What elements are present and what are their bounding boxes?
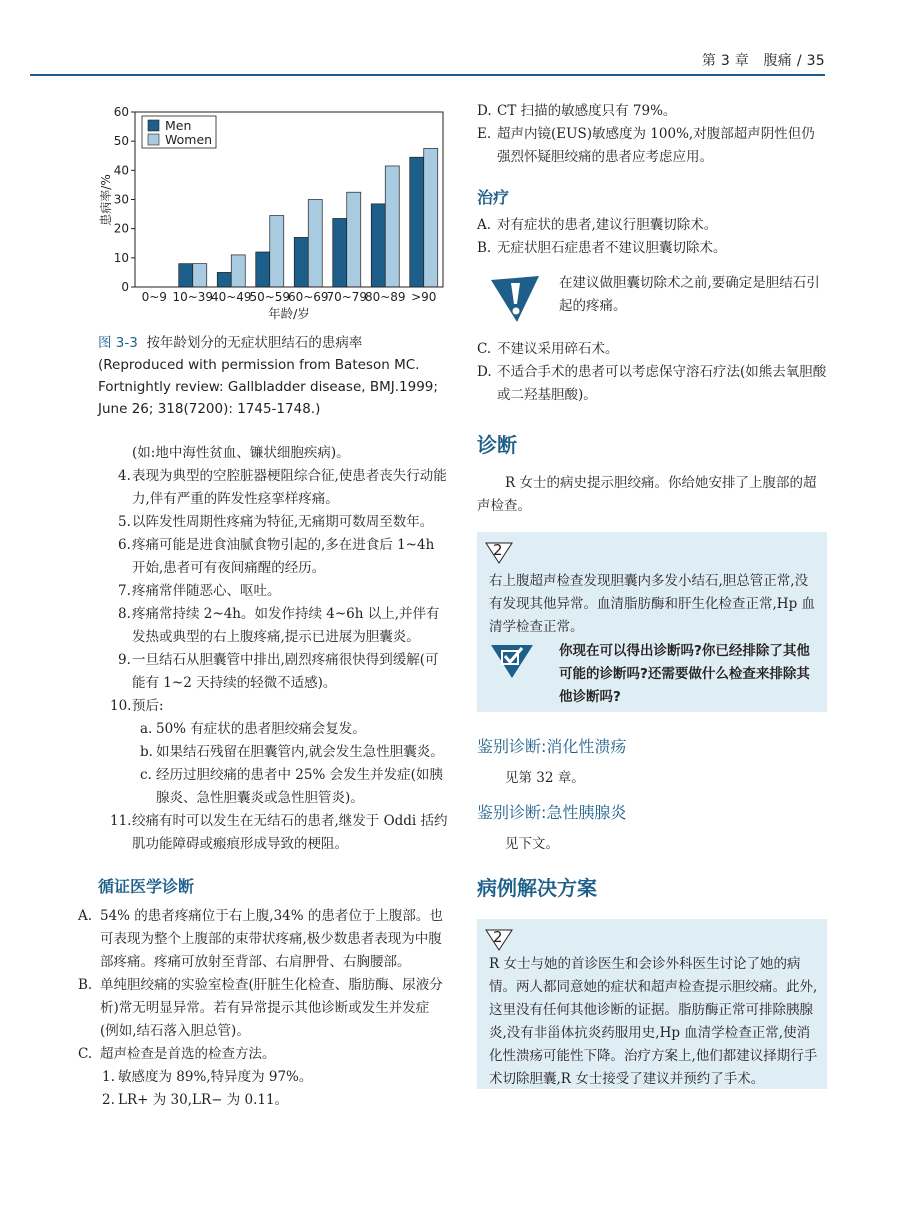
treatment-item-a — [477, 214, 827, 237]
header-text: 第 3 章 腹痛 / 35 — [701, 53, 825, 69]
x-tick-label: 80~89 — [364, 290, 406, 304]
ebm-text: 超声检查是首选的检查方法。 — [100, 1046, 276, 1062]
list-item-11 — [98, 810, 448, 856]
ebm-sub-number: 2. — [102, 1092, 115, 1108]
treatment-text: 不建议采用碎石术。 — [497, 341, 619, 357]
x-axis-label: 年龄/岁 — [268, 306, 310, 321]
bar-women-6 — [385, 166, 399, 287]
bar-women-4 — [308, 200, 322, 288]
sublist-item-b — [98, 741, 448, 764]
y-tick-label: 60 — [113, 105, 129, 119]
warning-text: 在建议做胆囊切除术之前,要确定是胆结石引起的疼痛。 — [559, 275, 820, 314]
ebm-letter: E. — [477, 126, 492, 142]
warning-callout — [477, 270, 827, 330]
list-number: 10. — [110, 698, 132, 714]
x-tick-label: 40~49 — [210, 290, 252, 304]
bar-men-3 — [256, 252, 270, 287]
sublist-item-a — [98, 718, 448, 741]
ddx-pancreatitis-heading: 鉴别诊断:急性胰腺炎 — [477, 803, 627, 822]
list-text: 疼痛可能是进食油腻食物引起的,多在进食后 1~4h 开始,患者可有夜间痛醒的经历。 — [132, 537, 435, 576]
list-number: 7. — [118, 583, 131, 599]
list-item-6 — [98, 534, 448, 580]
y-axis-label: 患病率/% — [99, 174, 113, 226]
bar-women-1 — [193, 264, 207, 287]
list-text: 绞痛有时可以发生在无结石的患者,继发于 Oddi 括约肌功能障碍或瘢痕形成导致的梗阻。 — [132, 813, 448, 852]
case-box-1-question: 你现在可以得出诊断吗?你已经排除了其他可能的诊断吗?还需要做什么检查来排除其他诊断吗? — [559, 643, 810, 705]
treatment-text: 无症状胆石症患者不建议胆囊切除术。 — [497, 240, 727, 256]
legend-swatch-women — [148, 134, 159, 145]
y-tick-label: 50 — [113, 134, 129, 149]
ebm-letter: A. — [78, 908, 93, 924]
x-tick-label: 70~79 — [326, 290, 368, 304]
y-tick-label: 10 — [113, 250, 129, 265]
list-continuation: (如:地中海性贫血、镰状细胞疾病)。 — [132, 445, 350, 461]
ebm-text: 54% 的患者疼痛位于右上腹,34% 的患者位于上腹部。也可表现为整个上腹部的束带状疼痛,极少数患者表现为中腹部疼痛。疼痛可放射至背部、右肩胛骨、右胸腰部。 — [100, 908, 443, 970]
prevalence-bar-chart — [98, 100, 448, 330]
ebm-text: 超声内镜(EUS)敏感度为 100%,对腹部超声阴性但仍强烈怀疑胆绞痛的患者应考虑应用。 — [497, 126, 815, 165]
treatment-letter: B. — [477, 240, 492, 256]
list-text: 一旦结石从胆囊管中排出,剧烈疼痛很快得到缓解(可能有 1~2 天持续的轻微不适感)。 — [132, 652, 439, 691]
list-text: 预后: — [132, 698, 164, 714]
case-number: 2 — [493, 541, 503, 559]
ebm-letter: C. — [78, 1046, 93, 1062]
ebm-sub-number: 1. — [102, 1069, 115, 1085]
bar-women-3 — [270, 216, 284, 287]
sublist-letter: c. — [140, 767, 152, 783]
running-header — [30, 50, 825, 72]
treatment-item-c — [477, 338, 827, 361]
bar-men-1 — [179, 264, 193, 287]
list-text: 疼痛常持续 2~4h。如发作持续 4~6h 以上,并伴有发热或典型的右上腹疼痛,提示已进展为胆囊炎。 — [132, 606, 440, 645]
list-number: 5. — [118, 514, 131, 530]
ebm-item-d — [477, 100, 827, 123]
list-item-8 — [98, 603, 448, 649]
list-item-9 — [98, 649, 448, 695]
bar-men-4 — [294, 237, 308, 287]
list-number: 9. — [118, 652, 131, 668]
ebm-item-a — [78, 905, 448, 974]
list-text: 以阵发性周期性疼痛为特征,无痛期可数周至数年。 — [132, 514, 434, 530]
treatment-text: 对有症状的患者,建议行胆囊切除术。 — [497, 217, 718, 233]
list-item-7 — [98, 580, 448, 603]
bar-women-2 — [231, 255, 245, 287]
diagnosis-text: R 女士的病史提示胆绞痛。你给她安排了上腹部的超声检查。 — [477, 475, 817, 514]
sublist-item-c — [98, 764, 448, 810]
ebm-sub-1 — [98, 1066, 448, 1089]
warning-icon — [487, 274, 543, 324]
ebm-text: CT 扫描的敏感度只有 79%。 — [497, 103, 677, 119]
sublist-letter: a. — [140, 721, 153, 737]
sublist-letter: b. — [140, 744, 153, 760]
list-text: 表现为典型的空腔脏器梗阻综合征,使患者丧失行动能力,伴有严重的阵发性痉挛样疼痛。 — [132, 468, 447, 507]
list-number: 11. — [110, 813, 132, 829]
ebm-letter: B. — [78, 977, 93, 993]
x-tick-label: >90 — [411, 290, 437, 304]
ddx-pancreatitis-text: 见下文。 — [505, 836, 559, 852]
bar-men-7 — [410, 157, 424, 287]
y-tick-label: 40 — [113, 163, 129, 178]
list-item-10 — [98, 695, 448, 718]
ebm-sub-2 — [98, 1089, 448, 1112]
ddx-peptic-ulcer-text: 见第 32 章。 — [505, 770, 585, 786]
bar-men-2 — [217, 272, 231, 287]
ebm-item-c — [78, 1043, 448, 1066]
y-tick-label: 0 — [121, 280, 129, 294]
treatment-letter: C. — [477, 341, 492, 357]
bar-men-5 — [333, 218, 347, 287]
case-resolution-heading: 病例解决方案 — [477, 876, 597, 900]
treatment-heading: 治疗 — [477, 188, 510, 207]
list-item-4 — [98, 465, 448, 511]
x-tick-label: 50~59 — [249, 290, 291, 304]
case-box-1 — [477, 532, 827, 712]
treatment-letter: A. — [477, 217, 492, 233]
ebm-heading: 循证医学诊断 — [98, 877, 195, 896]
bar-women-7 — [424, 148, 438, 287]
bar-men-6 — [371, 204, 385, 287]
diagnosis-heading: 诊断 — [477, 433, 517, 457]
y-tick-label: 30 — [113, 192, 129, 207]
list-item-5 — [98, 511, 448, 534]
sublist-text: 经历过胆绞痛的患者中 25% 会发生并发症(如胰腺炎、急性胆囊炎或急性胆管炎)。 — [156, 767, 443, 806]
x-tick-label: 0~9 — [141, 290, 167, 304]
ebm-sub-text: LR+ 为 30,LR− 为 0.11。 — [118, 1092, 289, 1108]
treatment-letter: D. — [477, 364, 492, 380]
treatment-item-b — [477, 237, 827, 260]
legend-label-men: Men — [165, 118, 192, 133]
case-box-1-text: 右上腹超声检查发现胆囊内多发小结石,胆总管正常,没有发现其他异常。血清脂肪酶和肝生化检查正常,Hp 血清学检查正常。 — [489, 573, 815, 635]
list-number: 6. — [118, 537, 131, 553]
figure-caption — [98, 332, 448, 420]
sublist-text: 50% 有症状的患者胆绞痛会复发。 — [156, 721, 366, 737]
x-tick-label: 60~69 — [287, 290, 329, 304]
case-box-2 — [477, 919, 827, 1089]
list-number: 8. — [118, 606, 131, 622]
ebm-text: 单纯胆绞痛的实验室检查(肝脏生化检查、脂肪酶、尿液分析)常无明显异常。若有异常提示其他诊断或发生并发症(例如,结石落入胆总管)。 — [100, 977, 443, 1039]
list-number: 4. — [118, 468, 131, 484]
treatment-item-d — [477, 361, 827, 407]
case-number: 2 — [493, 928, 503, 946]
bar-women-5 — [347, 192, 361, 287]
treatment-text: 不适合手术的患者可以考虑保守溶石疗法(如熊去氧胆酸或二羟基胆酸)。 — [497, 364, 827, 403]
legend-swatch-men — [148, 120, 159, 131]
figure-label: 图 3-3 — [98, 335, 138, 351]
ebm-sub-text: 敏感度为 89%,特异度为 97%。 — [118, 1069, 313, 1085]
sublist-text: 如果结石残留在胆囊管内,就会发生急性胆囊炎。 — [156, 744, 444, 760]
check-icon — [489, 642, 535, 680]
right-column — [477, 100, 827, 1089]
legend-label-women: Women — [165, 132, 213, 147]
header-rule — [30, 74, 825, 76]
x-tick-label: 10~39 — [172, 290, 214, 304]
left-list — [78, 442, 448, 1112]
case-box-2-text: R 女士与她的首诊医生和会诊外科医生讨论了她的病情。两人都同意她的症状和超声检查提示胆绞痛。此外,这里没有任何其他诊断的证据。脂肪酶正常可排除胰腺炎,没有非甾体抗炎药服用史,Hp 血清学检查正常,使消化性溃疡可能性下降。治疗方案上,他们都建议择期行手术切除胆囊,R 女士接受了建议并预约了手术。 — [489, 956, 818, 1087]
ebm-letter: D. — [477, 103, 492, 119]
y-tick-label: 20 — [113, 221, 129, 236]
ebm-item-e — [477, 123, 827, 169]
ebm-item-b — [78, 974, 448, 1043]
ddx-peptic-ulcer-heading: 鉴别诊断:消化性溃疡 — [477, 737, 627, 756]
figure-caption-text: 按年龄划分的无症状胆结石的患病率(Reproduced with permission from Bateson MC. Fortnightly review: Gallbladder disease, BMJ.1999; June 26; 318(7200): 1745-1748.) — [98, 335, 438, 417]
list-text: 疼痛常伴随恶心、呕吐。 — [132, 583, 281, 599]
